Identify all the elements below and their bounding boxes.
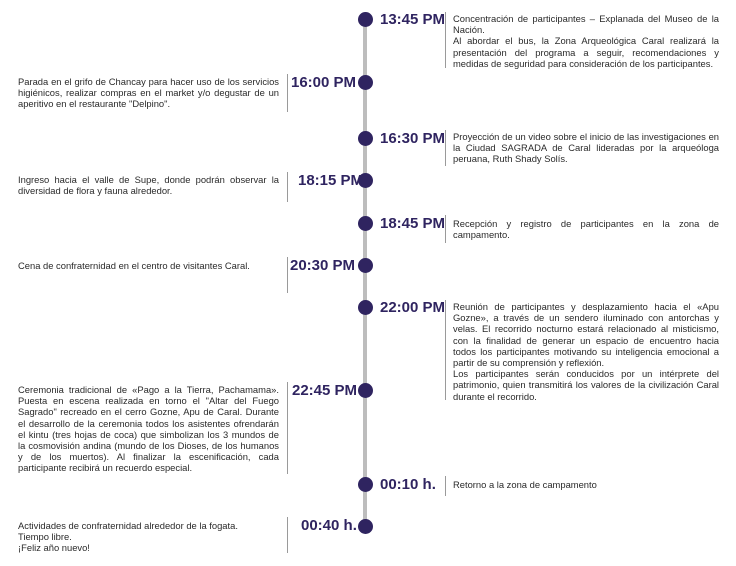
description-line: Retorno a la zona de campamento	[453, 479, 597, 490]
description-line: Cena de confraternidad en el centro de visitantes Caral.	[18, 260, 250, 271]
timeline-dot	[358, 258, 373, 273]
description-line: Ceremonia tradicional de «Pago a la Tierra, Pachamama». Puesta en escena realizada en torno el "Altar del Fuego Sagrado" recreado en el cerro Gozne, Apu de Caral. Durante el desarrollo de la ceremonia todos los asistentes ofrendarán el kintu (tres hojas de coca) que simbolizan los 3 mundos de la cosmovisión andina (mundo de los Dioses, de los humanos y de los muertos). Al finalizar la escenificación, cada participante recibirá un recuerdo especial.	[18, 384, 279, 474]
description-line: Tiempo libre.	[18, 531, 72, 543]
description-line: Parada en el grifo de Chancay para hacer uso de los servicios higiénicos, realizar compras en el market y/o degustar de un aperitivo en el restaurante "Delpino".	[18, 76, 279, 110]
timeline-separator	[287, 74, 288, 112]
timeline-time: 13:45 PM	[380, 11, 446, 28]
timeline-separator	[445, 215, 446, 243]
timeline-dot	[358, 383, 373, 398]
description-line: Concentración de participantes – Explanada del Museo de la Nación.	[453, 13, 719, 36]
timeline-dot	[358, 519, 373, 534]
timeline-time: 18:15 PM	[298, 172, 364, 189]
description-line: Proyección de un video sobre el inicio de las investigaciones en la Ciudad SAGRADA de Caral lideradas por la arqueóloga peruana, Ruth Shady Solís.	[453, 131, 719, 165]
timeline-dot	[358, 216, 373, 231]
timeline-description	[18, 260, 279, 271]
timeline-separator	[445, 12, 446, 68]
description-line: Recepción y registro de participantes en la zona de campamento.	[453, 218, 719, 241]
timeline-separator	[287, 517, 288, 553]
timeline-description	[18, 76, 279, 110]
timeline-separator	[445, 300, 446, 400]
timeline-time: 16:30 PM	[380, 130, 446, 147]
timeline-dot	[358, 131, 373, 146]
timeline-time: 22:00 PM	[380, 299, 446, 316]
timeline-line	[363, 18, 367, 530]
timeline-dot	[358, 75, 373, 90]
timeline-description	[453, 218, 719, 240]
timeline-separator	[445, 130, 446, 166]
timeline-description	[18, 520, 279, 554]
timeline-description	[453, 13, 719, 69]
description-line: Reunión de participantes y desplazamiento hacia el «Apu Gozne», a través de un sendero iluminado con antorchas y velas. El recorrido nocturno estará relacionado al misticismo, con la finalidad de generar un espacio de encuentro hacia todos los participantes motivando su inteligencia emocional a partir de su comprensión y reflexión.	[453, 301, 719, 369]
timeline-description	[453, 479, 719, 490]
timeline-separator	[445, 476, 446, 496]
timeline-time: 00:40 h.	[301, 517, 357, 534]
timeline-time: 16:00 PM	[291, 74, 357, 91]
timeline-separator	[287, 382, 288, 474]
description-line: Los participantes serán conducidos por un intérprete del patrimonio, quien transmitirá los valores de la civilización Caral durante el recorrido.	[453, 368, 719, 402]
timeline-time: 22:45 PM	[292, 382, 358, 399]
timeline-dot	[358, 477, 373, 492]
description-line: Al abordar el bus, la Zona Arqueológica Caral realizará la presentación del programa a seguir, recomendaciones y medidas de seguridad para consideración de los participantes.	[453, 35, 719, 69]
timeline-description	[453, 301, 719, 402]
timeline-separator	[287, 172, 288, 202]
timeline-dot	[358, 300, 373, 315]
description-line: Ingreso hacia el valle de Supe, donde podrán observar la diversidad de flora y fauna alrededor.	[18, 174, 279, 197]
timeline-separator	[287, 257, 288, 293]
description-line: ¡Feliz año nuevo!	[18, 542, 90, 554]
timeline-description	[453, 131, 719, 165]
timeline-time: 00:10 h.	[380, 476, 436, 493]
timeline-dot	[358, 12, 373, 27]
timeline-description	[18, 384, 279, 474]
timeline-time: 20:30 PM	[290, 257, 356, 274]
description-line: Actividades de confraternidad alrededor de la fogata.	[18, 520, 238, 531]
timeline-description	[18, 174, 279, 196]
timeline-time: 18:45 PM	[380, 215, 446, 232]
